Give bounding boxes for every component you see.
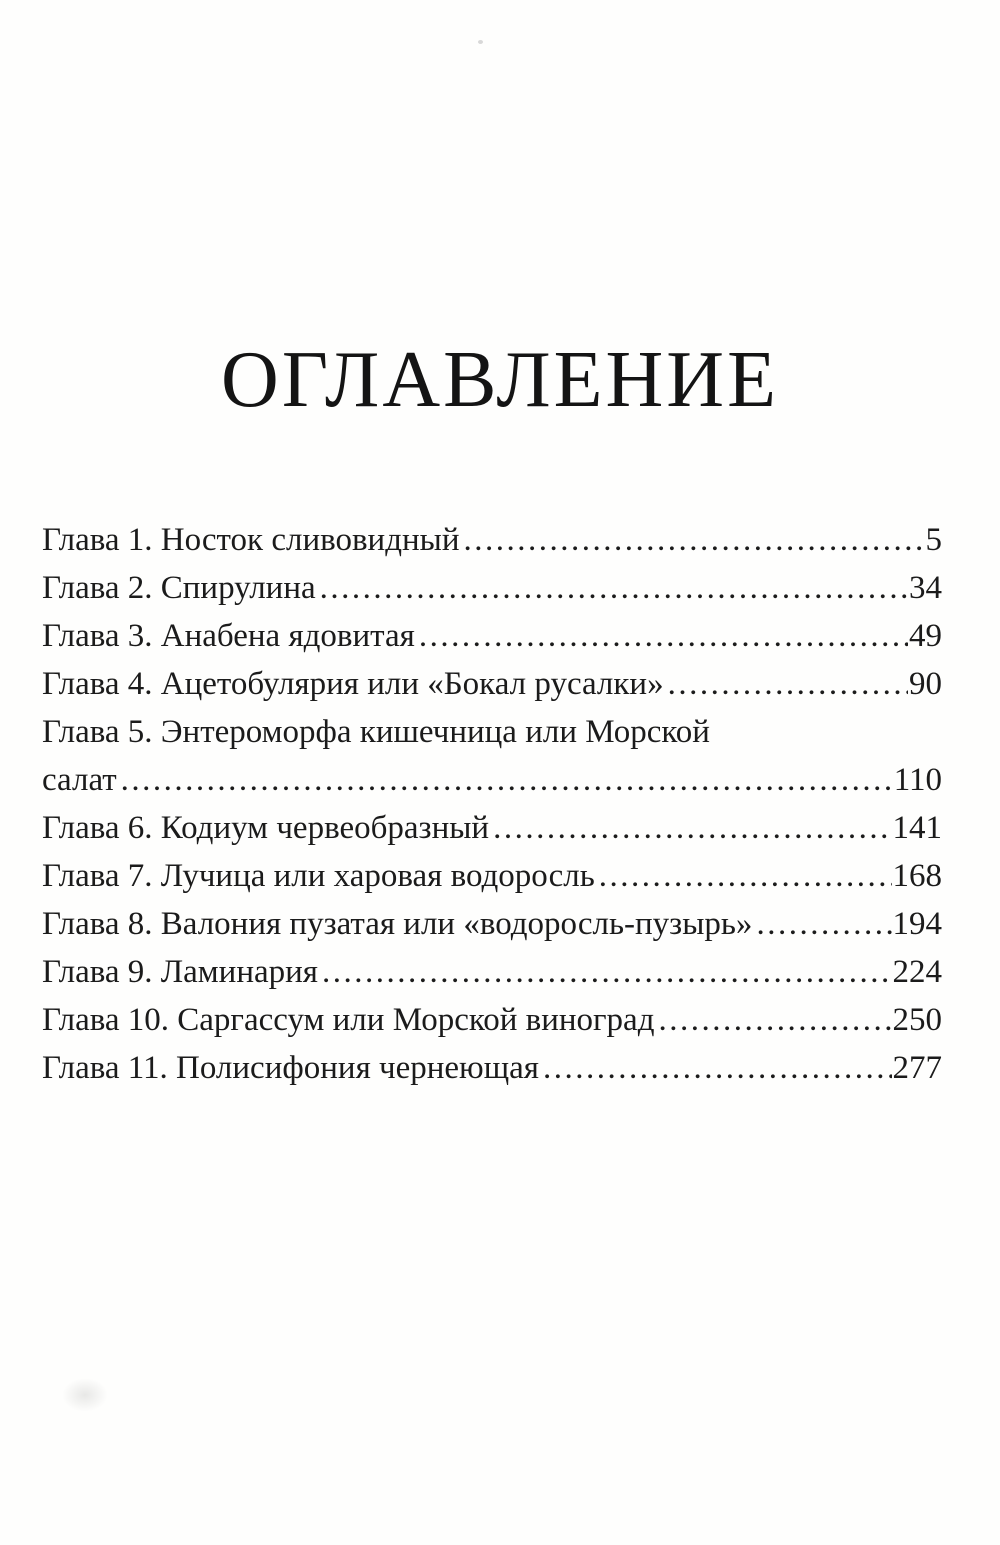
toc-entry <box>42 900 942 948</box>
toc-list <box>42 516 942 1092</box>
toc-entry-page: 168 <box>892 858 942 894</box>
toc-entry-label: салат <box>42 762 117 798</box>
toc-entry <box>42 996 942 1044</box>
toc-entry-page: 141 <box>892 810 942 846</box>
toc-entry-page: 90 <box>909 666 942 702</box>
toc-entry-label: Глава 11. Полисифония чернеющая <box>42 1050 539 1086</box>
toc-entry-page: 194 <box>892 906 942 942</box>
dotted-leader <box>322 948 892 996</box>
dotted-leader <box>599 852 892 900</box>
toc-entry-label: Глава 10. Саргассум или Морской виноград <box>42 1002 655 1038</box>
toc-entry-label: Глава 7. Лучица или харовая водоросль <box>42 858 595 894</box>
toc-entry <box>42 1044 942 1092</box>
scan-speck <box>478 40 483 44</box>
toc-entry-page: 5 <box>925 522 942 558</box>
toc-entry <box>42 516 942 564</box>
page-title: ОГЛАВЛЕНИЕ <box>221 336 779 424</box>
toc-entry <box>42 948 942 996</box>
toc-entry-label: Глава 2. Спирулина <box>42 570 316 606</box>
toc-entry <box>42 852 942 900</box>
toc-entry-label: Глава 3. Анабена ядовитая <box>42 618 415 654</box>
toc-entry-page: 277 <box>892 1050 942 1086</box>
toc-entry-page: 224 <box>892 954 942 990</box>
toc-entry <box>42 564 942 612</box>
dotted-leader <box>756 900 891 948</box>
dotted-leader <box>543 1044 892 1092</box>
dotted-leader <box>493 804 891 852</box>
toc-entry-wrapped-line-1 <box>42 708 942 756</box>
toc-entry-label: Глава 5. Энтероморфа кишечница или Морской <box>42 714 710 750</box>
scan-smudge <box>62 1378 108 1412</box>
toc-entry-label: Глава 9. Ламинария <box>42 954 318 990</box>
toc-entry-wrapped-line-2 <box>42 756 942 804</box>
toc-entry-label: Глава 4. Ацетобулярия или «Бокал русалки» <box>42 666 664 702</box>
toc-entry-page: 110 <box>893 762 942 798</box>
dotted-leader <box>668 660 908 708</box>
toc-entry <box>42 660 942 708</box>
toc-entry-page: 250 <box>892 1002 942 1038</box>
dotted-leader <box>419 612 908 660</box>
toc-entry-page: 34 <box>909 570 942 606</box>
toc-entry-label: Глава 8. Валония пузатая или «водоросль-пузырь» <box>42 906 753 942</box>
toc-entry-label: Глава 6. Кодиум червеобразный <box>42 810 490 846</box>
toc-entry <box>42 804 942 852</box>
dotted-leader <box>659 996 892 1044</box>
dotted-leader <box>463 516 924 564</box>
toc-entry-label: Глава 1. Носток сливовидный <box>42 522 460 558</box>
toc-entry <box>42 612 942 660</box>
dotted-leader <box>121 756 893 804</box>
dotted-leader <box>320 564 908 612</box>
toc-entry-page: 49 <box>909 618 942 654</box>
